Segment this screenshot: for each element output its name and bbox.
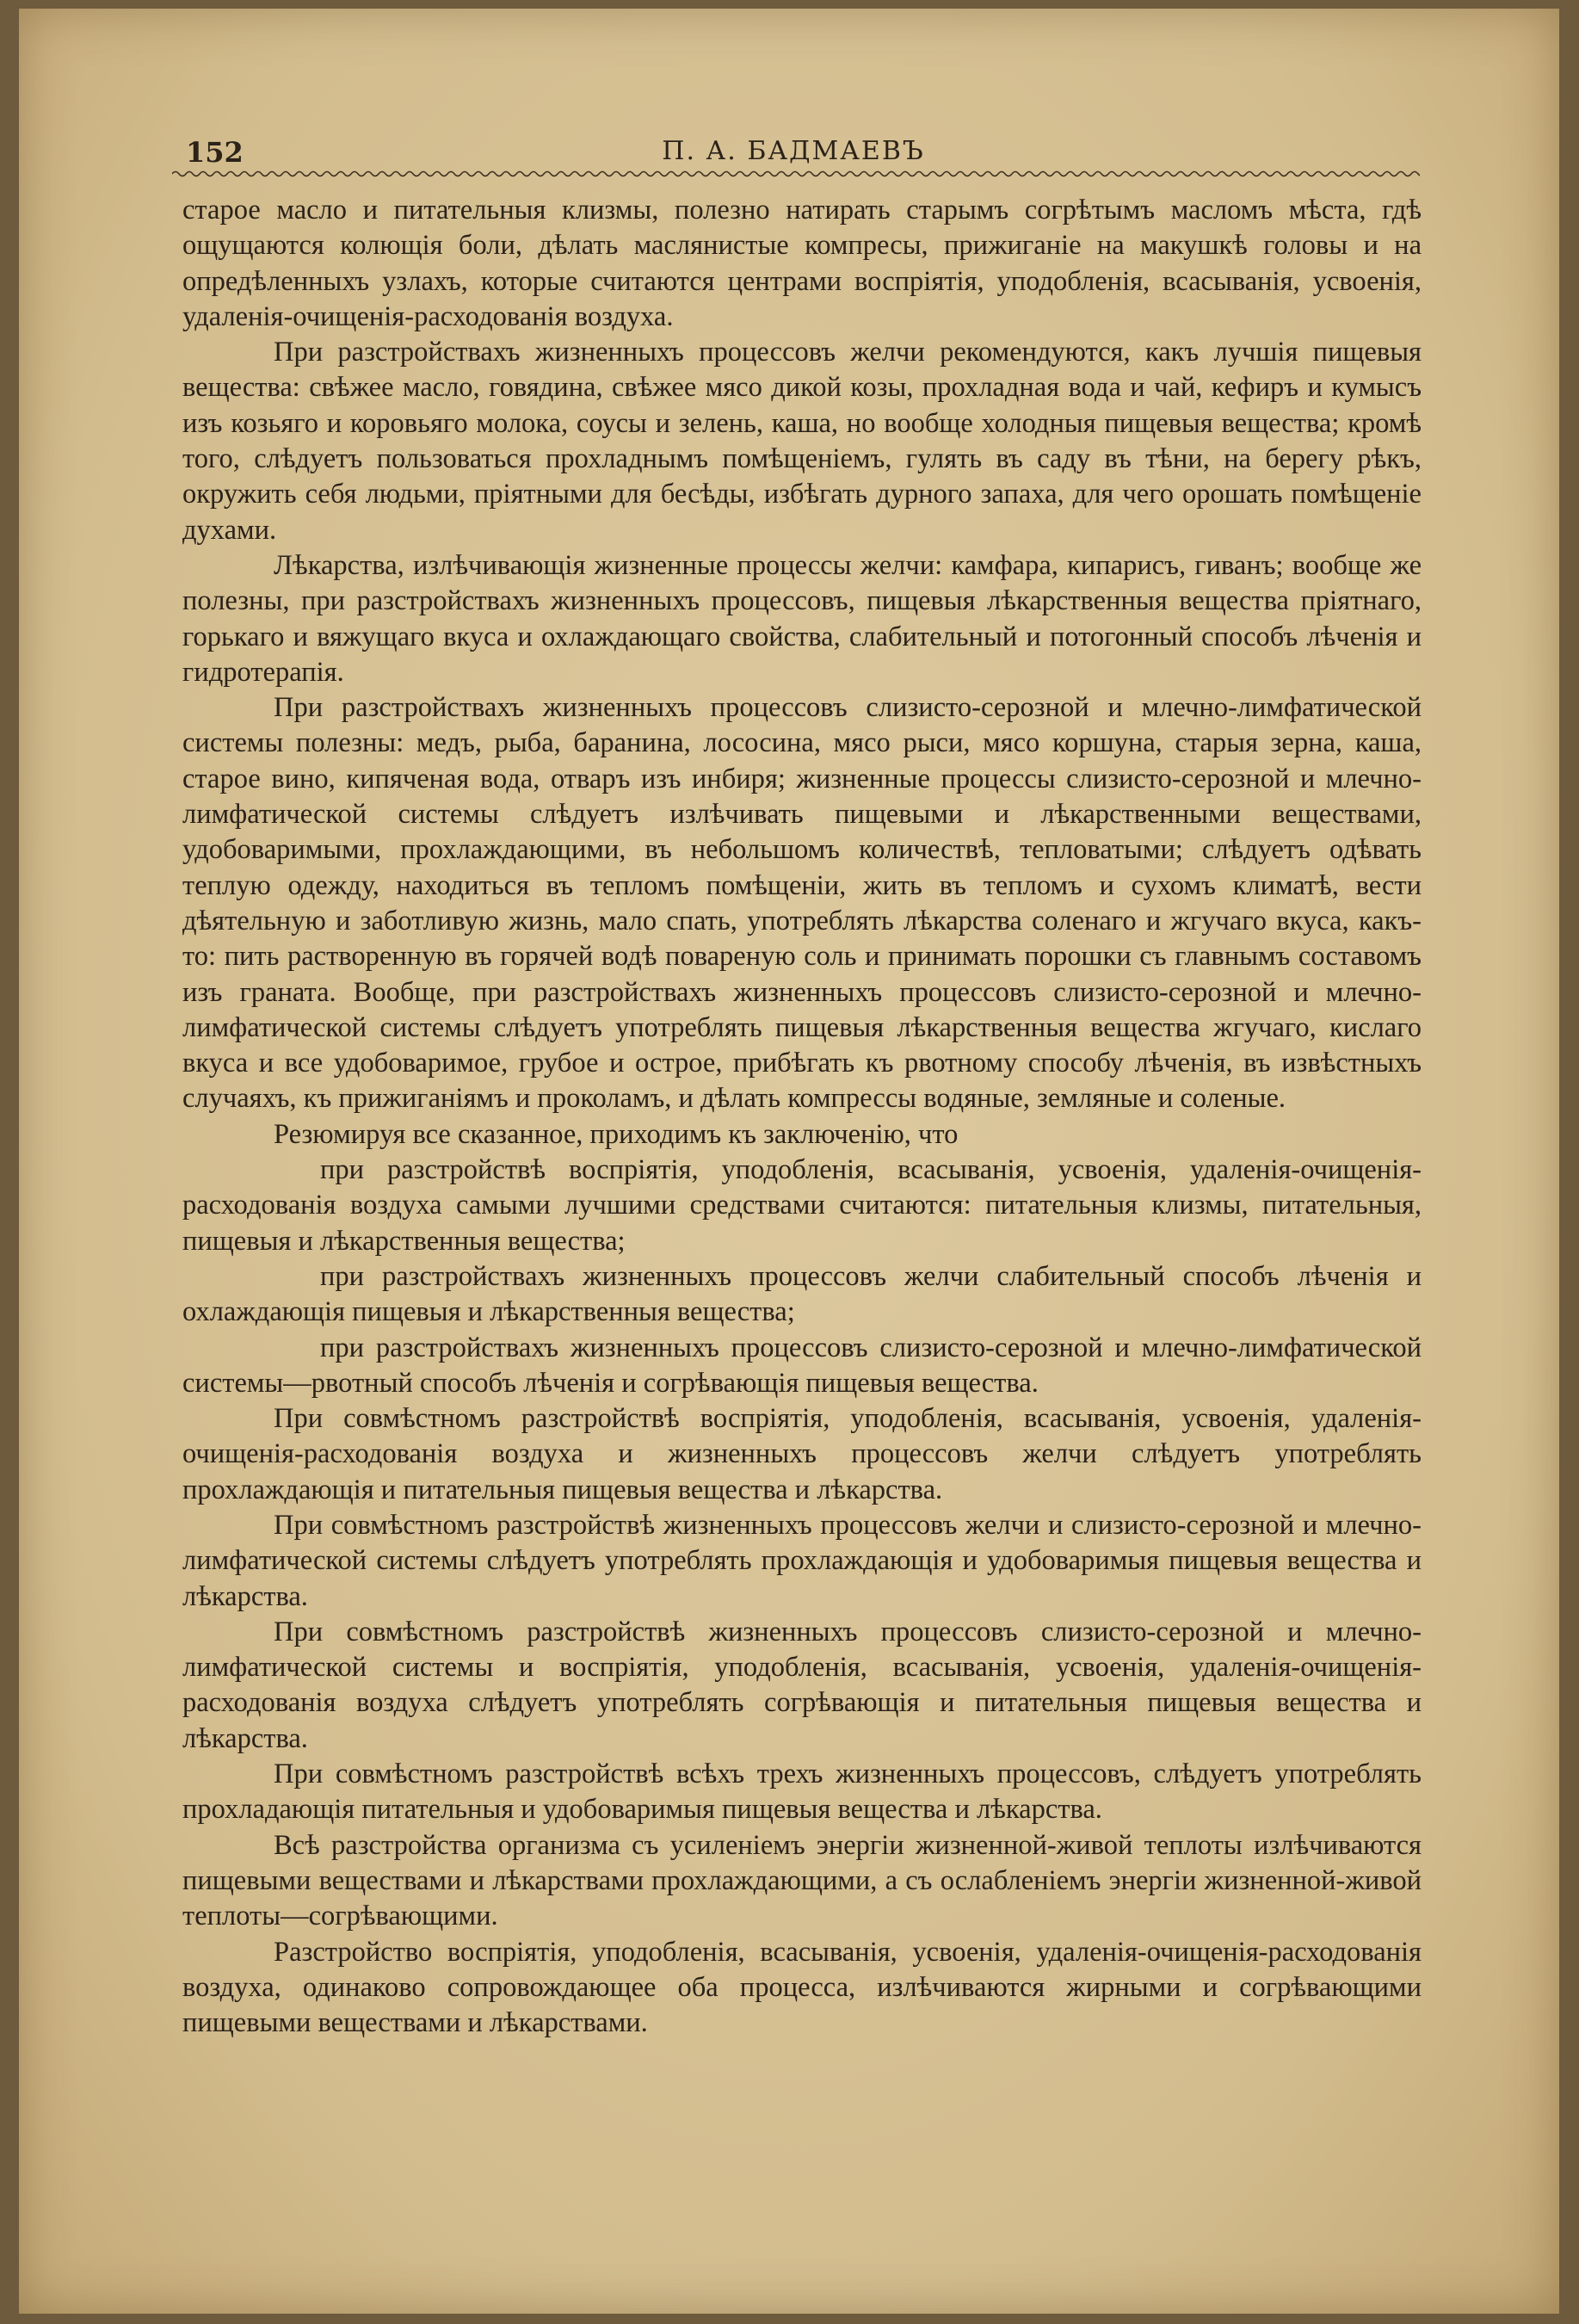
paragraph: При совмѣстномъ разстройствѣ жизненныхъ процессовъ слизисто-серозной и млечно-лимфатической системы и воспріятія, уподобленія, всасыванія, усвоенія, удаленія-очищенія-расходованія воздуха слѣдуетъ употреблять согрѣвающія и питательныя пищевыя вещества и лѣкарства.: [182, 1616, 1422, 1754]
paragraph: При совмѣстномъ разстройствѣ всѣхъ трехъ жизненныхъ процессовъ, слѣдуетъ употреблять прохладающія питательныя и удобоваримыя пищевыя вещества и лѣкарства.: [182, 1758, 1422, 1826]
running-head: П. А. БАДМАЕВЪ: [662, 136, 925, 166]
book-page: [19, 9, 1559, 2314]
page-number: 152: [186, 136, 244, 169]
paragraph: при разстройствѣ воспріятія, уподобленія, всасыванія, усвоенія, удаленія-очищенія-расходованія воздуха самыми лучшими средствами считаются: питательныя клизмы, питательныя, пищевыя и лѣкарственныя вещества;: [182, 1154, 1422, 1257]
page-header: [165, 136, 1422, 170]
paragraph: При разстройствахъ жизненныхъ процессовъ желчи рекомендуются, какъ лучшія пищевыя вещества: свѣжее масло, говядина, свѣжее мясо дикой козы, прохладная вода и чай, кефиръ и кумысъ изъ козьяго и коровьяго молока, соусы и зелень, каша, но вообще холодныя пищевыя вещества; кромѣ того, слѣдуетъ пользоваться прохладнымъ помѣщеніемъ, гулять въ саду въ тѣни, на берегу рѣкъ, окружить себя людьми, пріятными для бесѣды, избѣгать дурного запаха, для чего орошать помѣщеніе духами.: [182, 337, 1422, 546]
header-wavy-rule: [172, 169, 1420, 179]
paragraph: Разстройство воспріятія, уподобленія, всасыванія, усвоенія, удаленія-очищенія-расходованія воздуха, одинаково сопровождающее оба процесса, излѣчиваются жирными и согрѣвающими пищевыми веществами и лѣкарствами.: [182, 1936, 1422, 2039]
paragraph: Резюмируя все сказанное, приходимъ къ заключенію, что: [274, 1118, 959, 1150]
paragraph: Всѣ разстройства организма съ усиленіемъ энергіи жизненной-живой теплоты излѣчиваются пищевыми веществами и лѣкарствами прохлаждающими, а съ ослабленіемъ энергіи жизненной-живой теплоты—согрѣвающими.: [182, 1829, 1422, 1932]
paragraph: при разстройствахъ жизненныхъ процессовъ желчи слабительный способъ лѣченія и охлаждающія пищевыя и лѣкарственныя вещества;: [182, 1260, 1422, 1328]
paragraph: при разстройствахъ жизненныхъ процессовъ слизисто-серозной и млечно-лимфатической системы—рвотный способъ лѣченія и согрѣвающія пищевыя вещества.: [182, 1332, 1422, 1399]
paragraph: Лѣкарства, излѣчивающія жизненные процессы желчи: камфара, кипарисъ, гиванъ; вообще же полезны, при разстройствахъ жизненныхъ процессовъ, пищевыя лѣкарственныя вещества пріятнаго, горькаго и вяжущаго вкуса и охлаждающаго свойства, слабительный и потогонный способъ лѣченія и гидротерапія.: [182, 549, 1422, 688]
paragraph: При разстройствахъ жизненныхъ процессовъ слизисто-серозной и млечно-лимфатической системы полезны: медъ, рыба, баранина, лососина, мясо рыси, мясо коршуна, старыя зерна, каша, старое вино, кипяченая вода, отваръ изъ инбиря; жизненные процессы слизисто-серозной и млечно-лимфатической системы слѣдуетъ излѣчивать пищевыми и лѣкарственными веществами, удобоваримыми, прохлаждающими, въ небольшомъ количествѣ, тепловатыми; слѣдуетъ одѣвать теплую одежду, находиться въ тепломъ помѣщеніи, жить въ тепломъ и сухомъ климатѣ, вести дѣятельную и заботливую жизнь, мало спать, употреблять лѣкарства соленаго и жгучаго вкуса, какъ-то: пить растворенную въ горячей водѣ повареную соль и принимать порошки съ главнымъ составомъ изъ граната. Вообще, при разстройствахъ жизненныхъ процессовъ слизисто-серозной и млечно-лимфатической системы слѣдуетъ употреблять пищевыя лѣкарственныя вещества жгучаго, кислаго вкуса и все удобоваримое, грубое и острое, прибѣгать къ рвотному способу лѣченія, въ извѣстныхъ случаяхъ, къ прижиганіямъ и проколамъ, и дѣлать компрессы водяные, земляные и соленые.: [182, 692, 1422, 1115]
paragraph: старое масло и питательныя клизмы, полезно натирать старымъ согрѣтымъ масломъ мѣста, гдѣ ощущаются колющія боли, дѣлать маслянистые компресы, прижиганіе на макушкѣ головы и на опредѣленныхъ узлахъ, которые считаются центрами воспріятія, уподобленія, всасыванія, усвоенія, удаленія-очищенія-расходованія воздуха.: [182, 195, 1422, 332]
paragraph: При совмѣстномъ разстройствѣ жизненныхъ процессовъ желчи и слизисто-серозной и млечно-лимфатической системы слѣдуетъ употреблять прохлаждающія и удобоваримыя пищевыя вещества и лѣкарства.: [182, 1509, 1422, 1612]
paragraph: При совмѣстномъ разстройствѣ воспріятія, уподобленія, всасыванія, усвоенія, удаленія-очищенія-расходованія воздуха и жизненныхъ процессовъ желчи слѣдуетъ употреблять прохлаждающія и питательныя пищевыя вещества и лѣкарства.: [182, 1403, 1422, 1505]
page-body: [182, 193, 1422, 2041]
